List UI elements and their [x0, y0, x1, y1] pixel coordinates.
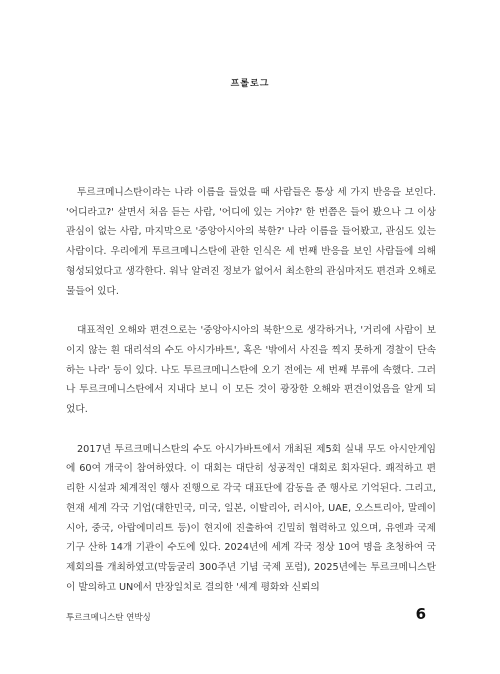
chapter-title: 프롤로그 — [230, 79, 270, 89]
page-number: 6 — [415, 605, 426, 623]
paragraph: 2017년 투르크메니스탄의 수도 아시가바트에서 개최된 제5회 실내 무도 아시안게임에 60여 개국이 참여하였다. 이 대회는 대단히 성공적인 대회로 회자된다. 쾌적하고 편리한 시설과 체계적인 행사 진행으로 각국 대표단에 감동을 준 행사로 기억된다. 그리고, 현재 세계 각국 기업(대한민국, 미국, 일본, 이탈리아, 러시아, UAE, 오스트리아, 말레이시아, 중국, 아랍에미리트 등)이 현지에 진출하여 긴밀히 협력하고 있으며, 유엔과 국제기구 산하 14개 기관이 수도에 있다. 2024년에 세계 각국 정상 10여 명을 초청하여 국제회의를 개최하였고(막둠굴리 300주년 기념 국제 포럼), 2025년에는 투르크메니스탄이 발의하고 UN에서 만장일치로 결의한 '세계 평화와 신뢰의 — [66, 443, 436, 593]
running-footer-title: 투르크메니스탄 연박싱 — [66, 613, 151, 623]
paragraph: 대표적인 오해와 편견으로는 '중앙아시아의 북한'으로 생각하거나, '거리에 사람이 보이지 않는 흰 대리석의 수도 아시가바트', 혹은 '밖에서 사진을 찍지 못하게 경찰이 단속하는 나라' 등이 있다. 나도 투르크메니스탄에 오기 전에는 세 번째 부류에 속했다. 그러나 투르크메니스탄에서 지내다 보니 이 모든 것이 광장한 오해와 편견이었음을 알게 되었다. — [66, 325, 436, 416]
paragraph: 투르크메니스탄이라는 나라 이름을 들었을 때 사람들은 통상 세 가지 반응을 보인다. '어디라고?' 살면서 처음 듣는 사람, '어디에 있는 거야?' 한 번쯤은 들어 봤으나 그 이상 관심이 없는 사람, 마지막으로 '중앙아시아의 북한?' 나라 이름을 들어봤고, 관심도 있는 사람이다. 우리에게 투르크메니스탄에 관한 인식은 세 번째 반응을 보인 사람들에 의해 형성되었다고 생각한다. 워낙 알려진 정보가 없어서 최소한의 관심마저도 편견과 오해로 물들어 있다. — [66, 187, 436, 297]
body-text — [66, 183, 436, 617]
